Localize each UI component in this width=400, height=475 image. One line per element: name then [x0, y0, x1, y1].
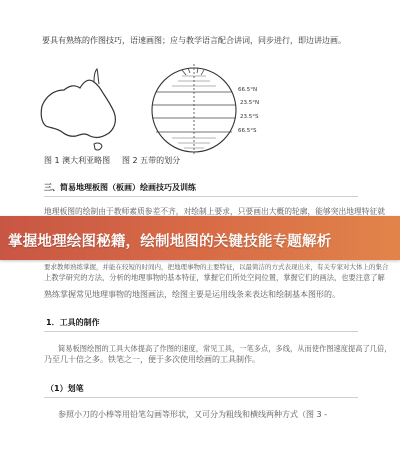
five-zones-globe-figure [152, 64, 236, 156]
latitude-label: 66.5°N [238, 87, 258, 93]
latitude-label: 23.5°S [240, 114, 259, 120]
banner-title: 掌握地理绘图秘籍，绘制地图的关键技能专题解析 [8, 234, 332, 250]
subsection-1-heading: 1．工具的制作 [46, 318, 100, 327]
paragraph-line: 乃至几十倍之多。铁笔之一，便于多次使用绘画的工具制作。 [44, 355, 260, 364]
intro-text-line: 要具有熟练的作图技巧，语速画图；应与教学语言配合讲词，同步进行，即边讲边画。 [42, 36, 346, 45]
paragraph-line: 参照小刀的小棒等用铅笔勾画等形状，又可分为粗线和横线两种方式（图 3 - [58, 410, 328, 419]
figure-2-caption: 图 2 五带的划分 [122, 156, 181, 165]
figure-1-caption: 图 1 澳大利亚略图 [44, 156, 111, 165]
paragraph-line: 地理板图的绘制由于教师素质参差不齐，对绘制上要求，只要画出大概的轮廓，能够突出地理特征就 [44, 207, 386, 216]
figures-panel [30, 58, 330, 158]
australia-outline-figure [41, 69, 115, 150]
section-divider [44, 196, 358, 197]
paragraph-line: 简易板图绘图的工具大体提高了作图的速度，常见工具，一笔多点，多线，从而使作图速度提高了几倍， [58, 344, 392, 353]
latitude-label: 23.5°N [240, 100, 260, 106]
subsection-2-heading: （1）划笔 [46, 384, 84, 393]
section-divider [44, 397, 358, 398]
latitude-label: 66.5°S [238, 128, 257, 134]
paragraph-line: 上教学研究的方法，分析的地理事物的基本特征，掌握它们所处空间位置，掌握它们的画法，也要注意了解 [44, 273, 385, 282]
paragraph-line: 熟练掌握常见地理事物的地图画法，绘图主要是运用线条来表达和绘制基本图形的。 [44, 290, 340, 299]
paragraph-line: 要求教师熟练掌握，并能在较短的时间内，把地理事物的主要特征，以最简洁的方式表现出来，有关专家对大体上的集合 [44, 263, 389, 271]
section-3-heading: 三、简易地理板图（板画）绘画技巧及训练 [44, 183, 196, 192]
section-divider [44, 331, 358, 332]
